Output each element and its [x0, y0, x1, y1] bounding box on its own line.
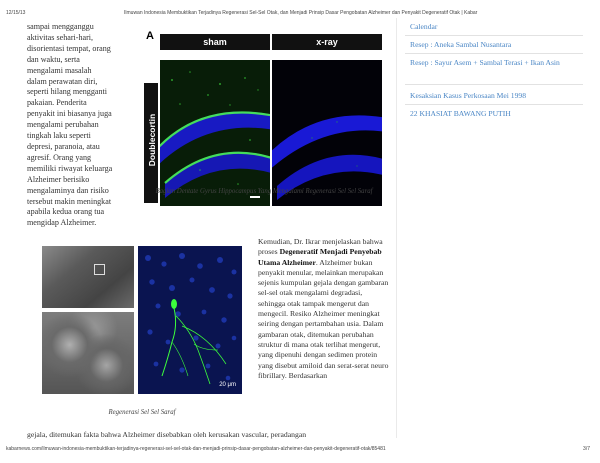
paragraph-line: mengidap Alzheimer. [27, 218, 97, 228]
sidebar-item-kesaksian[interactable] [410, 91, 580, 101]
micrograph-xray-image [272, 60, 382, 206]
sidebar-item-calendar[interactable] [410, 22, 580, 32]
figure-panel-letter: A [146, 30, 154, 42]
sidebar-link-bawang-putih[interactable]: 22 KHASIAT BAWANG PUTIH [410, 109, 511, 118]
paragraph-line: mengalami perubahan [27, 120, 99, 130]
print-url: kabarnews.com/ilmuwan-indonesia-membuktikan-terjadinya-regenerasi-sel-sel-otak-dan-menjadi-prinsip-dasar-pengobatan-alzheimer-dan-penyakit-degeneratif-otak/85481 [6, 446, 386, 452]
scale-bar-label: 20 μm [219, 382, 236, 388]
article-paragraph-right [258, 237, 391, 381]
sidebar-item-bawang-putih[interactable] [410, 109, 580, 119]
region-of-interest-box [94, 264, 105, 275]
print-footer [6, 446, 594, 454]
micrograph-sham [160, 60, 270, 206]
figure-b-caption: Regenerasi Sel Sel Saraf [108, 409, 176, 416]
paragraph-line: agresif. Orang yang [27, 152, 92, 162]
paragraph-line: Alzheimer berisiko [27, 174, 90, 184]
figure-doublecortin [144, 28, 384, 178]
figure-row-label-text: Doublecortin [147, 113, 157, 167]
neuron-image [138, 246, 242, 394]
print-page-number: 3/7 [583, 446, 590, 452]
sidebar-link-sayur-asem[interactable]: Resep : Sayur Asem + Sambal Terasi + Ikan Asin [410, 58, 560, 67]
paragraph-line: aktivitas sehari-hari, [27, 32, 94, 42]
sidebar-divider [405, 53, 583, 54]
paragraph-line: tingkah laku seperti [27, 131, 91, 141]
paragraph-body: . Alzheimer bukan penyakit menular, melainkan merupakan sejenis kumpulan gejala dengan gambaran sel-sel otak mengalami degradasi, sehingga otak tampak mengerut dan mengecil. Resiko Alzheimer meningkat seiring dengan pertambahan usia. Dalam gambaran otak, ditemukan perubahan struktur di mana otak terlihat mengerut, yang dipenuhi dengan sedimen protein yang disebut amiloid dan serat-serat neuro fibrillary. Berdasarkan [258, 257, 389, 380]
print-date: 12/15/13 [6, 10, 26, 16]
figure-row-label [144, 83, 158, 203]
article-paragraph-bottom: gejala, ditemukan fakta bahwa Alzheimer disebabkan oleh kerusakan vascular, peradangan [27, 430, 307, 439]
sidebar-divider [405, 84, 583, 85]
sidebar-item-sambal[interactable] [410, 40, 580, 50]
micrograph-overview [42, 246, 134, 308]
paragraph-line: mengalaminya dan risiko [27, 185, 109, 195]
micrograph-fluorescent-neuron [138, 246, 242, 394]
sidebar-item-sayur-asem[interactable] [410, 58, 580, 68]
sidebar-link-calendar[interactable]: Calendar [410, 22, 438, 31]
paragraph-line: dalam perawatan diri, [27, 76, 98, 86]
paragraph-line: dan waktu, serta [27, 54, 80, 64]
sidebar-divider [405, 104, 583, 105]
figure-column-sham: sham [160, 34, 270, 50]
paragraph-line: disorientasi tempat, orang [27, 43, 111, 53]
sidebar [396, 18, 600, 438]
figure-regeneration [42, 246, 242, 396]
figure-a-caption: Bagian Dentate Gyrus Hippocampus Yang Mengalami Regenerasi Sel Sel Saraf [155, 188, 373, 195]
sidebar-link-kesaksian[interactable]: Kesaksian Kasus Perkosaan Mei 1998 [410, 91, 526, 100]
paragraph-line: tersebut makin meningkat [27, 196, 112, 206]
print-page-title: Ilmuwan Indonesia Membuktikan Terjadinya Regenerasi Sel-Sel Otak, dan Menjadi Prinsip Dasar Pengobatan Alzheimer dan Penyakit Degeneratif Otak | Kabar [124, 10, 478, 16]
sidebar-link-sambal[interactable]: Resep : Aneka Sambal Nusantara [410, 40, 512, 49]
paragraph-line: apabila kedua orang tua [27, 207, 105, 217]
paragraph-line: sampai mengganggu [27, 22, 94, 31]
paragraph-intro: Kemudian, Dr. Ikrar menjelaskan bahwa proses [258, 237, 383, 257]
paragraph-line: seperti hilang mengganti [27, 87, 108, 97]
paragraph-line: pakaian. Penderita [27, 98, 87, 108]
micrograph-xray [272, 60, 382, 206]
micrograph-detail [42, 312, 134, 394]
figure-column-xray: x-ray [272, 34, 382, 50]
paragraph-line: depresi, paranoia, atau [27, 141, 100, 151]
paragraph-line: penyakit ini biasanya juga [27, 109, 112, 119]
paragraph-line: memiliki riwayat keluarga [27, 163, 113, 173]
sidebar-divider [405, 35, 583, 36]
paragraph-line: mengalami masalah [27, 65, 92, 75]
article-paragraph-left [27, 22, 140, 229]
micrograph-sham-image [160, 60, 270, 206]
paragraph-emphasis: Degeneratif Menjadi Penyebab Utama Alzheimer [258, 247, 382, 267]
